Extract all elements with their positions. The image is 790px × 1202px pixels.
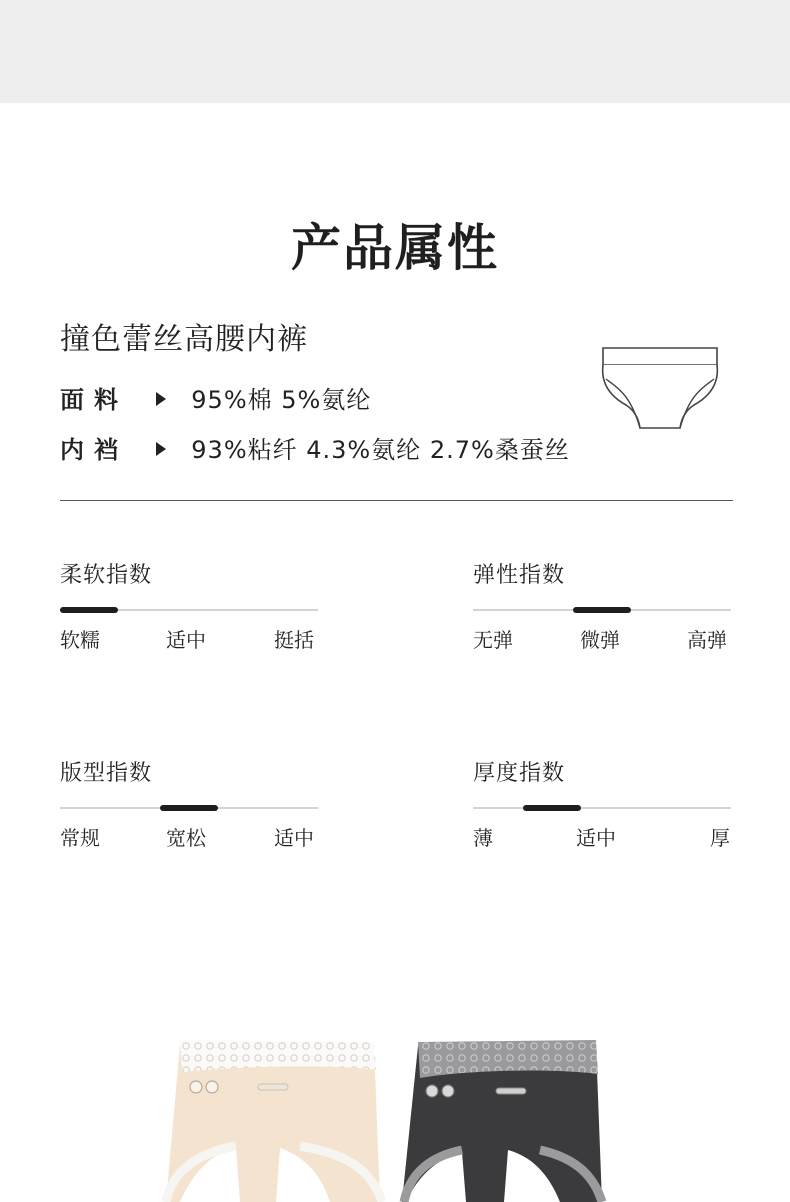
elasticity-index [473,558,733,668]
underwear-brief-outline-icon [598,343,722,433]
index-title: 柔软指数 [60,563,153,588]
spec-row-crotch [60,430,570,465]
index-level-bar [573,607,631,613]
nude-brief [166,1040,382,1202]
fit-index [60,756,320,866]
softness-index [60,558,320,668]
triangle-bullet-icon [156,392,166,406]
scale-label-mid: 适中 [166,628,206,652]
index-title: 版型指数 [60,761,153,786]
scale-label-low: 薄 [473,826,493,850]
charcoal-brief [402,1040,602,1202]
scale-label-high: 挺括 [274,628,314,652]
scale-label-high: 适中 [274,826,314,850]
product-photo [0,1040,790,1202]
scale-label-low: 软糯 [60,628,100,652]
index-title: 厚度指数 [473,761,566,786]
spec-label: 面料 [60,386,128,414]
scale-label-high: 高弹 [687,628,727,652]
section-divider [60,500,733,501]
scale-label-low: 常规 [60,826,100,850]
page-title: 产品属性 [291,219,499,277]
index-title: 弹性指数 [473,563,566,588]
scale-label-high: 厚 [710,826,730,850]
index-level-bar [523,805,581,811]
spec-value: 95%棉 5%氨纶 [191,386,372,414]
scale-label-low: 无弹 [473,628,513,652]
scale-label-mid: 宽松 [166,826,206,850]
scale-label-mid: 微弹 [580,628,620,652]
index-track [473,807,731,809]
index-level-bar [160,805,218,811]
spec-row-fabric [60,380,371,415]
spec-label: 内裆 [60,436,128,464]
triangle-bullet-icon [156,442,166,456]
scale-label-mid: 适中 [576,826,616,850]
top-banner [0,0,790,103]
product-name: 撞色蕾丝高腰内裤 [60,322,308,357]
thickness-index [473,756,733,866]
index-level-bar [60,607,118,613]
spec-value: 93%粘纤 4.3%氨纶 2.7%桑蚕丝 [191,436,570,464]
